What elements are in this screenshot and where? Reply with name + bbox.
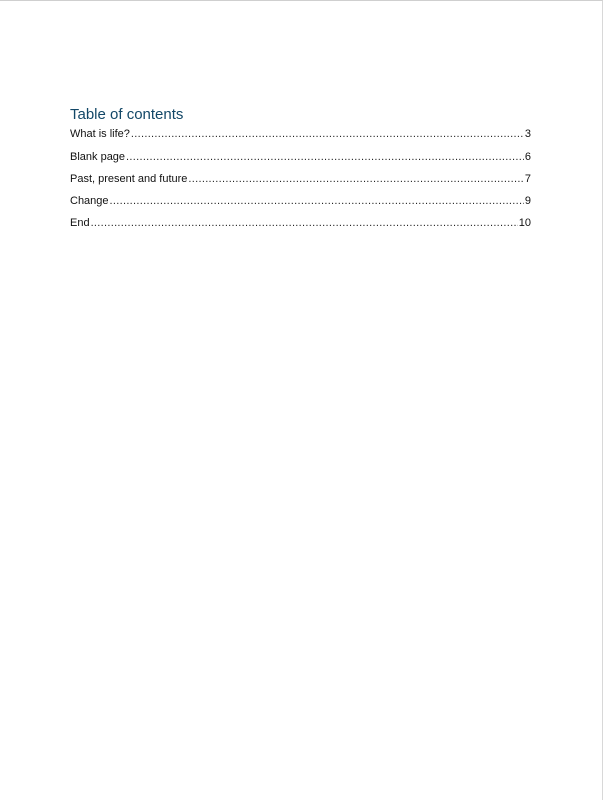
toc-entry-page-number: 7: [524, 173, 531, 185]
toc-entry-title: What is life?: [70, 128, 130, 140]
toc-heading: Table of contents: [70, 106, 184, 123]
toc-entry-blank-page[interactable]: [70, 150, 531, 172]
toc-dot-leader: [110, 194, 524, 208]
toc-entry-title: Blank page: [70, 151, 126, 163]
toc-entry-page-number: 9: [524, 195, 531, 207]
toc-dot-leader: [131, 127, 524, 141]
toc-entry-title: Past, present and future: [70, 173, 188, 185]
toc-dot-leader: [126, 150, 524, 164]
toc-entry-page-number: 3: [524, 128, 531, 140]
table-of-contents: [70, 105, 531, 238]
toc-dot-leader: [91, 216, 518, 230]
toc-entry-title: Change: [70, 195, 109, 207]
toc-entry-change[interactable]: [70, 194, 531, 216]
toc-entry-page-number: 10: [518, 217, 531, 229]
toc-entry-what-is-life[interactable]: [70, 127, 531, 150]
toc-entry-title: End: [70, 217, 90, 229]
toc-dot-leader: [188, 172, 523, 186]
toc-list: [70, 127, 531, 238]
toc-entry-end[interactable]: [70, 216, 531, 238]
toc-entry-page-number: 6: [524, 151, 531, 163]
toc-entry-past-present-future[interactable]: [70, 172, 531, 194]
